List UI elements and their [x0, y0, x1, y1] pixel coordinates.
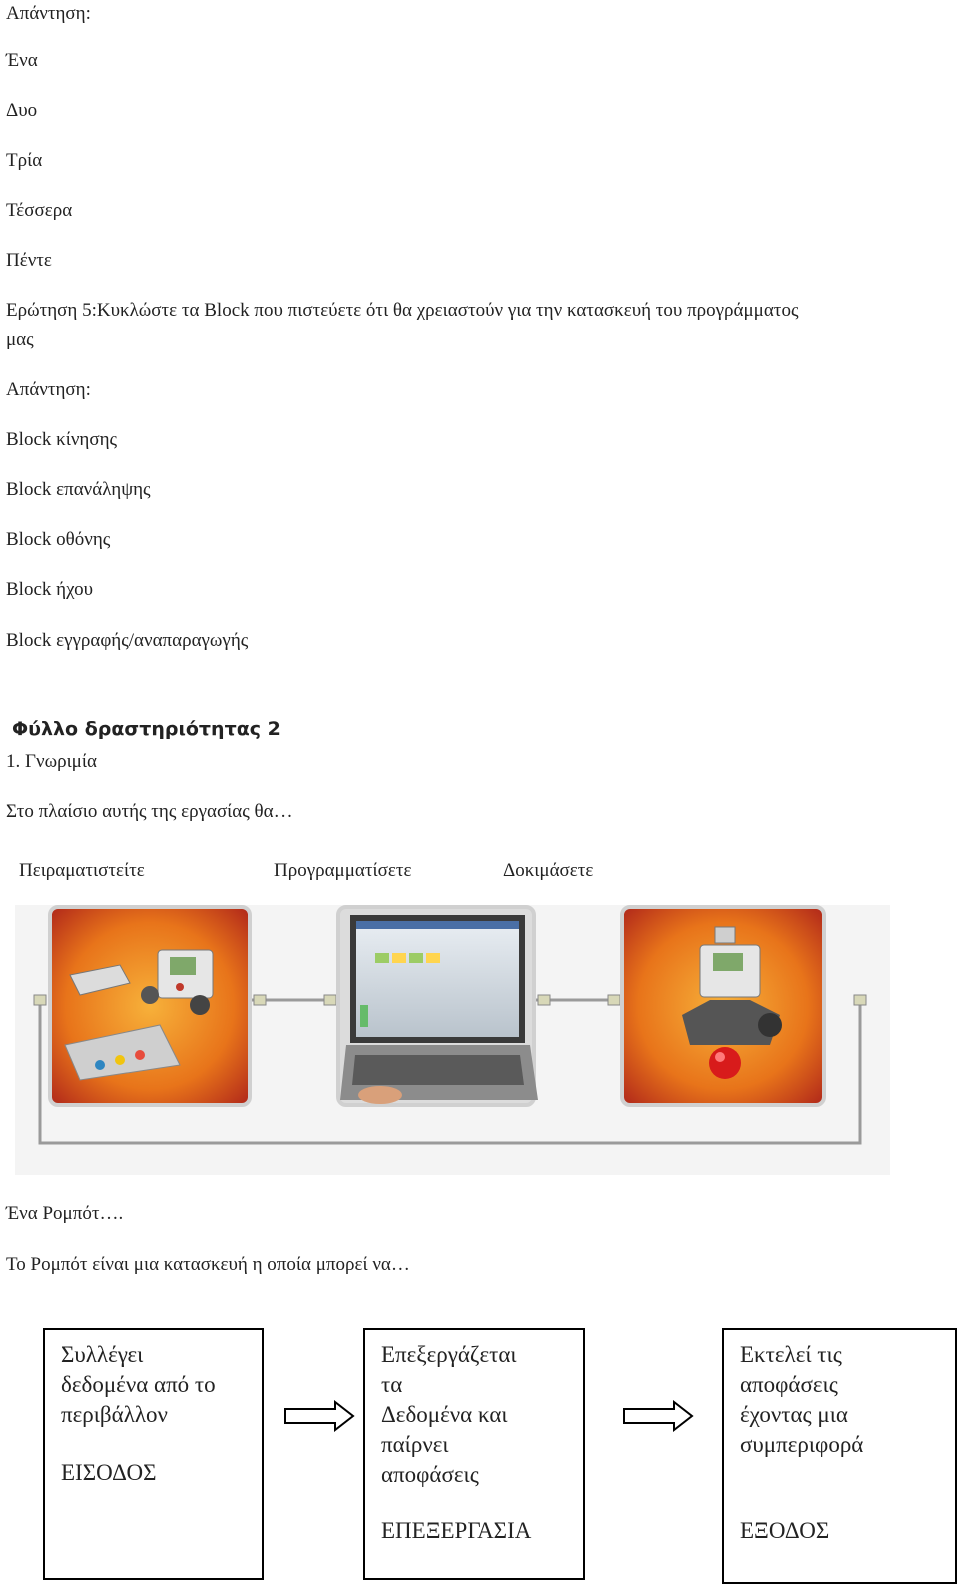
flow-text: Επεξεργάζεται [381, 1342, 517, 1367]
answer-label: Απάντηση: [6, 3, 91, 24]
flow-text: αποφάσεις [381, 1462, 479, 1487]
panel-experiment [50, 907, 250, 1105]
connector-node [538, 995, 550, 1005]
block-item: Block κίνησης [6, 429, 118, 450]
stage-label-experiment: Πειραματιστείτε [19, 860, 145, 881]
stage-label-program: Προγραμματίσετε [274, 860, 412, 881]
flow-box-processing [363, 1328, 585, 1580]
flow-box-input [43, 1328, 264, 1580]
flow-label: ΕΠΕΞΕΡΓΑΣΙΑ [381, 1518, 532, 1543]
connector-node [608, 995, 620, 1005]
block-item: Block ήχου [6, 579, 93, 600]
panel-test [622, 907, 824, 1105]
flow-text: τα [381, 1372, 403, 1397]
connector-node [254, 995, 266, 1005]
flow-text: αποφάσεις [740, 1372, 838, 1397]
process-figure [10, 905, 890, 1185]
flow-text: Δεδομένα και [381, 1402, 508, 1427]
flow-label: ΕΙΣΟΔΟΣ [61, 1460, 157, 1485]
connector-node [854, 995, 866, 1005]
answer-option-2: Δυο [6, 100, 38, 121]
arrow-right-icon [622, 1400, 694, 1432]
robot-definition: Το Ρομπότ είναι μια κατασκευή η οποία μπορεί να… [6, 1254, 410, 1275]
answer-option-5: Πέντε [6, 250, 52, 271]
question-5-line2: μας [6, 329, 34, 350]
flow-text: Εκτελεί τις [740, 1342, 842, 1367]
flow-box-output [722, 1328, 957, 1584]
flow-text: δεδομένα από το [61, 1372, 216, 1397]
section-title: 1. Γνωριμία [6, 751, 97, 772]
flow-text: παίρνει [381, 1432, 449, 1457]
question-5-line1: Ερώτηση 5:Κυκλώστε τα Block που πιστεύετε ότι θα χρειαστούν για την κατασκευή του προγράμματος [6, 300, 799, 321]
block-item: Block επανάληψης [6, 479, 151, 500]
answer-option-1: Ένα [6, 50, 38, 71]
flow-text: συμπεριφορά [740, 1432, 864, 1457]
stage-label-test: Δοκιμάσετε [503, 860, 594, 881]
flow-text: έχοντας μια [740, 1402, 848, 1427]
connector-node [34, 995, 46, 1005]
panel-program [338, 907, 538, 1105]
flow-text: περιβάλλον [61, 1402, 168, 1427]
block-item: Block εγγραφής/αναπαραγωγής [6, 630, 249, 651]
flow-label: ΕΞΟΔΟΣ [740, 1518, 830, 1543]
answer-label: Απάντηση: [6, 379, 91, 400]
block-item: Block οθόνης [6, 529, 111, 550]
arrow-right-icon [283, 1400, 355, 1432]
connector-node [324, 995, 336, 1005]
answer-option-4: Τέσσερα [6, 200, 73, 221]
answer-option-3: Τρία [6, 150, 43, 171]
intro-text: Στο πλαίσιο αυτής της εργασίας θα… [6, 801, 293, 822]
flow-text: Συλλέγει [61, 1342, 144, 1367]
robot-heading: Ένα Ρομπότ…. [6, 1203, 124, 1224]
sheet-title: Φύλλο δραστηριότητας 2 [12, 718, 281, 740]
